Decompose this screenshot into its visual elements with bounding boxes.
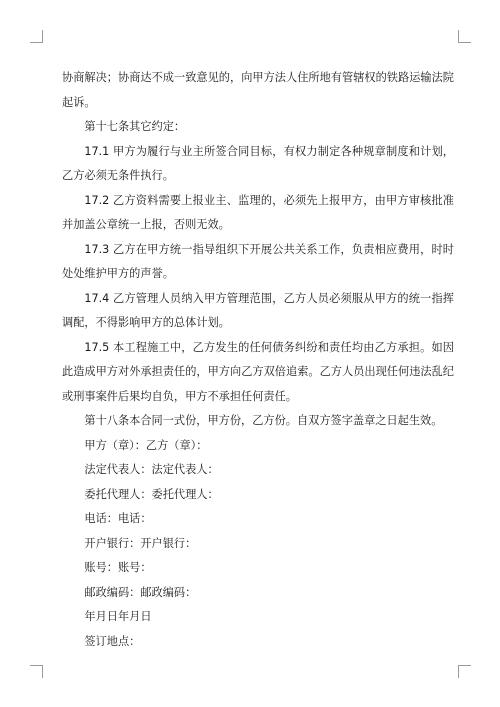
article-18: 第十八条本合同一式份，甲方份，乙方份。自双方签字盖章之日起生效。: [84, 414, 443, 427]
signature-agent: 委托代理人：委托代理人：: [84, 487, 219, 501]
crop-mark-top-left: [30, 30, 43, 43]
clause-17-4: 17.4 乙方管理人员纳入甲方管理范围，乙方人员必须服从甲方的统一指挥调配，不得影响甲方的总体计划。: [62, 291, 454, 329]
signature-bank: 开户银行：开户银行：: [84, 536, 197, 550]
crop-mark-bottom-right: [458, 665, 471, 678]
signature-legal-rep: 法定代表人：法定代表人：: [84, 463, 219, 476]
signature-account: 账号：账号：: [84, 561, 152, 574]
clause-17-3: 17.3 乙方在甲方统一指导组织下开展公共关系工作，负责相应费用，时时处处维护甲方的声誉。: [62, 242, 454, 280]
signing-location: 签订地点：: [84, 634, 141, 648]
article-17-heading: 第十七条其它约定：: [84, 120, 186, 133]
crop-mark-top-right: [458, 30, 471, 43]
clause-17-1: 17.1 甲方为履行与业主所签合同目标，有权力制定各种规章制度和计划，乙方必须无条件执行。: [62, 144, 454, 182]
document-body: [62, 66, 454, 654]
signature-date: 年月日年月日: [84, 610, 152, 623]
clause-17-5: 17.5 本工程施工中，乙方发生的任何债务纠纷和责任均由乙方承担。如因此造成甲方对外承担责任的，甲方向乙方双倍追索。乙方人员出现任何违法乱纪或刑事案件后果均自负，甲方不承担任何责任。: [62, 340, 454, 403]
signature-postcode: 邮政编码：邮政编码：: [84, 585, 197, 599]
signature-party-seal: 甲方（章）：乙方（章）：: [84, 438, 208, 452]
signature-phone: 电话：电话：: [84, 512, 152, 525]
clause-17-2: 17.2 乙方资料需要上报业主、监理的，必须先上报甲方，由甲方审核批准并加盖公章统一上报，否则无效。: [62, 193, 454, 231]
paragraph-dispute-resolution: 协商解决；协商达不成一致意见的，向甲方法人住所地有管辖权的铁路运输法院起诉。: [62, 71, 454, 109]
crop-mark-bottom-left: [30, 665, 43, 678]
